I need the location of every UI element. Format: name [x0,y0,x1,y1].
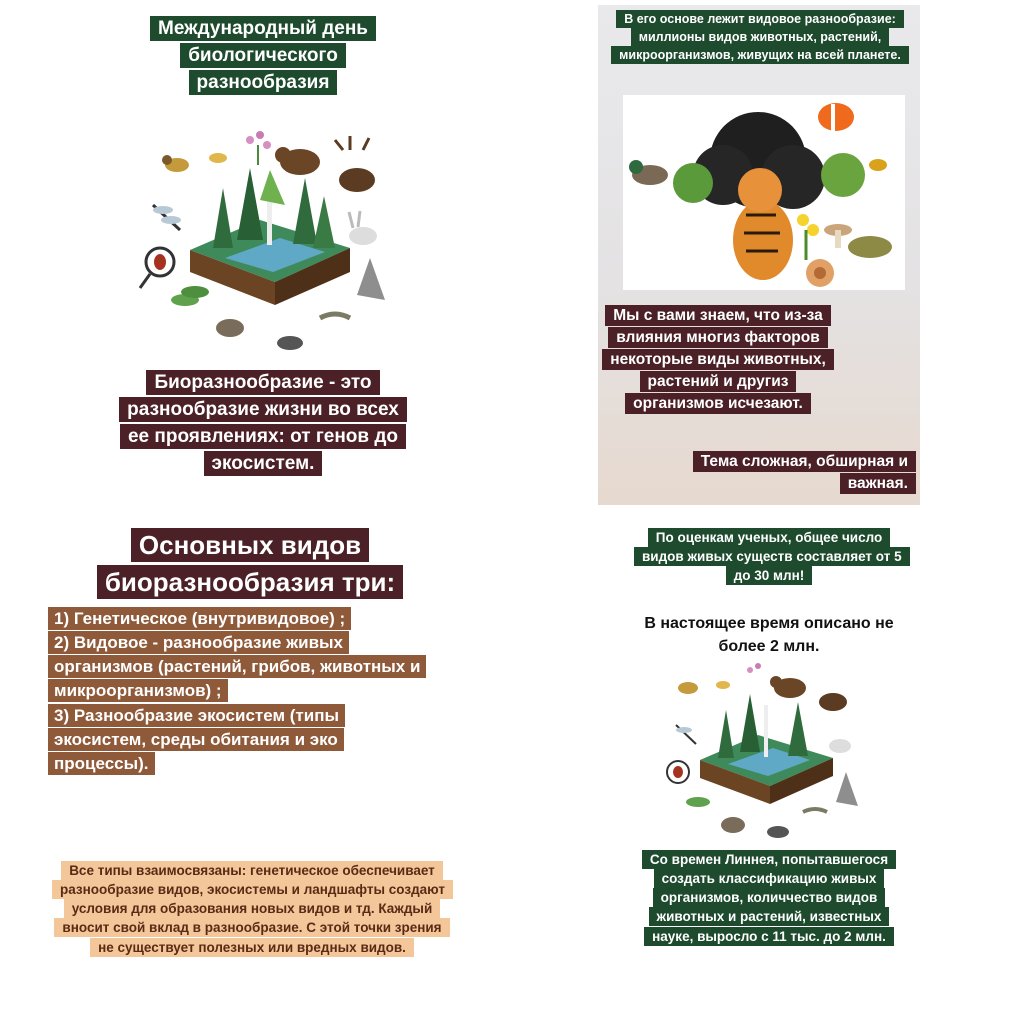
mole-icon [767,826,789,838]
bird-icon [678,682,698,694]
deer-icon [216,319,244,337]
bird-small-icon [209,153,227,163]
wolf-icon [836,772,858,806]
hare-icon [349,211,377,245]
snail-icon [806,259,834,287]
bush-right [821,153,865,197]
hare-icon [829,739,851,753]
list-item: 3) Разнообразие экосистем (типы экосистем, среды обитания и эко процессы). [48,704,428,776]
flowers-icon [747,663,761,673]
bear-icon [770,676,806,698]
wolf-icon [357,258,385,300]
dragonfly-icon [676,725,696,744]
plant-icon [171,286,209,306]
interconnection-note: Все типы взаимосвязаны: генетическое обеспечивает разнообразие видов, экосистемы и ландшафты создают условия для образования новых видов и тд. Каждый вносит свой вклад в разнообразие. С этой точки зрения не существует полезных или вредных видов. [52,861,452,957]
deer-icon [721,817,745,833]
extinction-text: Мы с вами знаем, что из-за влияния многиз факторов некоторые виды животных, растений и другиз организмов исчезают. [598,305,838,415]
types-title: Основных видов биоразнообразия три: [80,527,420,601]
bee-icon [869,159,887,171]
dragonfly-icon [153,205,181,230]
title-banner: Международный день биологического разнообразия [123,16,403,97]
bird-small-icon [716,681,730,689]
topic-text: Тема сложная, обширная и важная. [690,451,916,495]
plant-icon [686,797,710,807]
frog-icon [848,236,892,258]
mole-icon [277,336,303,350]
definition-text: Биоразнообразие - это разнообразие жизни во всех ее проявлениях: от генов до экосистем. [115,370,411,478]
panel-species-diversity [598,5,920,505]
described-species-text: В настоящее время описано не более 2 млн. [644,615,894,656]
magnifier-bug-icon [140,248,174,288]
estimate-text: По оценкам ученых, общее число видов живых существ составляет от 5 до 30 млн! [634,528,904,585]
bush-left [673,163,713,203]
moose-icon [335,136,375,192]
bear-icon [275,147,320,175]
moose-icon [819,693,847,711]
magnifier-bug-icon [667,761,689,783]
bird-icon [162,155,189,172]
types-list [48,607,428,776]
panel-species-count [628,520,910,1000]
panel-biodiversity-day [95,0,430,505]
linnaeus-text: Со времен Линнея, попытавшегося создать классификацию живых организмов, количчество видов животных и растений, известных науке, выросло с 11 тыс. до 2 млн. [636,850,902,946]
flowers-icon [246,131,271,165]
lizard-icon [803,809,827,812]
lizard-icon [320,314,350,318]
species-basis-text: В его основе лежит видовое разнообразие: миллионы видов животных, растений, микроорганизмов, живущих на всей планете. [610,11,910,64]
panel-biodiversity-types [40,515,460,1020]
list-item: 1) Генетическое (внутривидовое) ; [48,607,428,631]
list-item: 2) Видовое - разнообразие живых организмов (растений, грибов, животных и микроорганизмов) ; [48,631,428,703]
clownfish-icon [818,103,854,131]
animals-collage-image [598,5,920,505]
